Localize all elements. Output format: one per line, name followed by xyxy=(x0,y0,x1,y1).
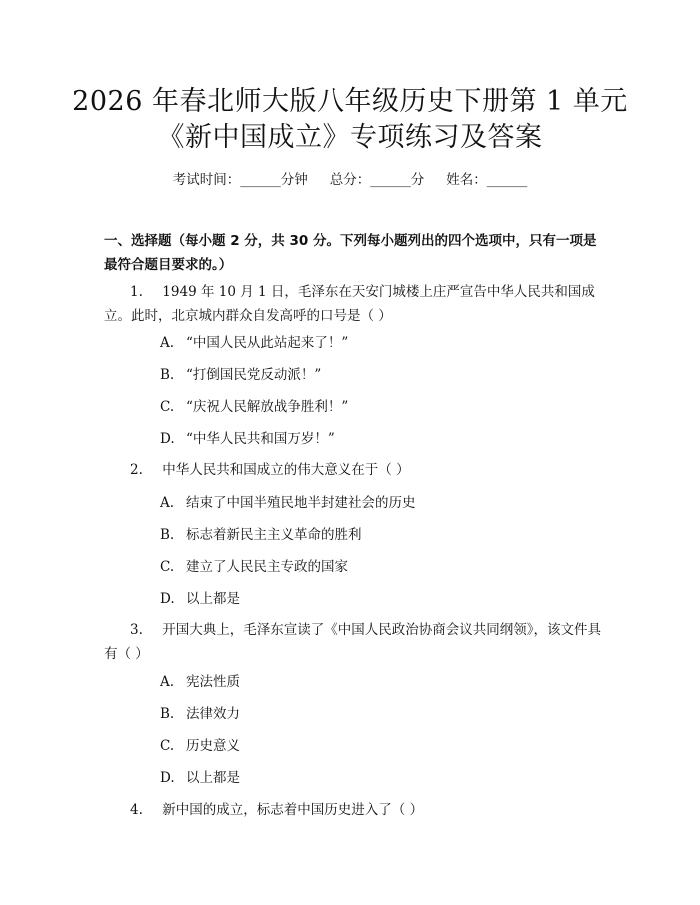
total-score-label: 总分： xyxy=(329,172,371,188)
option-item xyxy=(160,768,240,788)
option-text: “庆祝人民解放战争胜利！” xyxy=(186,399,349,415)
option-text: 宪法性质 xyxy=(186,674,240,690)
question-2 xyxy=(104,458,604,482)
question-text: 新中国的成立，标志着中国历史进入了（ ） xyxy=(162,802,424,818)
option-text: 法律效力 xyxy=(186,706,240,722)
option-item xyxy=(160,333,348,353)
exam-time-label: 考试时间： xyxy=(172,172,241,188)
section-heading: 一、选择题（每小题 2 分，共 30 分。下列每小题列出的四个选项中，只有一项是最符合题目要求的。） xyxy=(104,233,597,273)
option-item xyxy=(160,704,240,724)
question-number: 3. xyxy=(130,622,143,638)
question-number: 1. xyxy=(130,284,143,300)
question-number: 4. xyxy=(130,802,143,818)
exam-time-blank: ______分钟 xyxy=(240,172,308,188)
option-text: “打倒国民党反动派！” xyxy=(186,367,322,383)
total-score-blank: ______分 xyxy=(370,172,425,188)
option-item xyxy=(160,557,348,577)
option-letter: B. xyxy=(160,367,175,383)
option-letter: A. xyxy=(160,495,175,511)
student-name-label: 姓名： xyxy=(446,172,487,188)
document-title-line-1: 2026 年春北师大版八年级历史下册第 1 单元 xyxy=(72,86,628,117)
option-letter: D. xyxy=(160,770,175,786)
question-text: 中华人民共和国成立的伟大意义在于（ ） xyxy=(162,462,410,478)
option-letter: C. xyxy=(160,399,175,415)
option-letter: B. xyxy=(160,527,175,543)
option-letter: C. xyxy=(160,738,175,754)
option-item xyxy=(160,493,416,513)
option-item xyxy=(160,525,362,545)
question-3 xyxy=(104,618,604,666)
option-item xyxy=(160,429,335,449)
option-item xyxy=(160,365,321,385)
option-text: “中国人民从此站起来了！” xyxy=(186,335,349,351)
option-letter: A. xyxy=(160,335,175,351)
option-letter: D. xyxy=(160,591,175,607)
option-text: 以上都是 xyxy=(186,770,240,786)
option-text: 建立了人民民主专政的国家 xyxy=(186,559,348,575)
student-name-blank: ______ xyxy=(486,172,528,188)
option-text: 结束了中国半殖民地半封建社会的历史 xyxy=(186,495,416,511)
option-item xyxy=(160,589,240,609)
option-text: 以上都是 xyxy=(186,591,240,607)
option-letter: D. xyxy=(160,431,175,447)
question-1 xyxy=(104,280,604,328)
option-text: “中华人民共和国万岁！” xyxy=(186,431,335,447)
question-4 xyxy=(104,798,604,822)
option-text: 历史意义 xyxy=(186,738,240,754)
option-letter: A. xyxy=(160,674,175,690)
question-text: 1949 年 10 月 1 日，毛泽东在天安门城楼上庄严宣告中华人民共和国成立。此时，北京城内群众自发高呼的口号是（ ） xyxy=(104,284,595,324)
exam-info-line xyxy=(0,168,700,188)
option-letter: C. xyxy=(160,559,175,575)
option-letter: B. xyxy=(160,706,175,722)
option-item xyxy=(160,736,240,756)
option-item xyxy=(160,397,348,417)
option-text: 标志着新民主主义革命的胜利 xyxy=(186,527,362,543)
question-text: 开国大典上，毛泽东宣读了《中国人民政治协商会议共同纲领》，该文件具有（ ） xyxy=(104,622,602,662)
document-title-line-2: 《新中国成立》专项练习及答案 xyxy=(157,122,543,153)
question-number: 2. xyxy=(130,462,143,478)
option-item xyxy=(160,672,240,692)
